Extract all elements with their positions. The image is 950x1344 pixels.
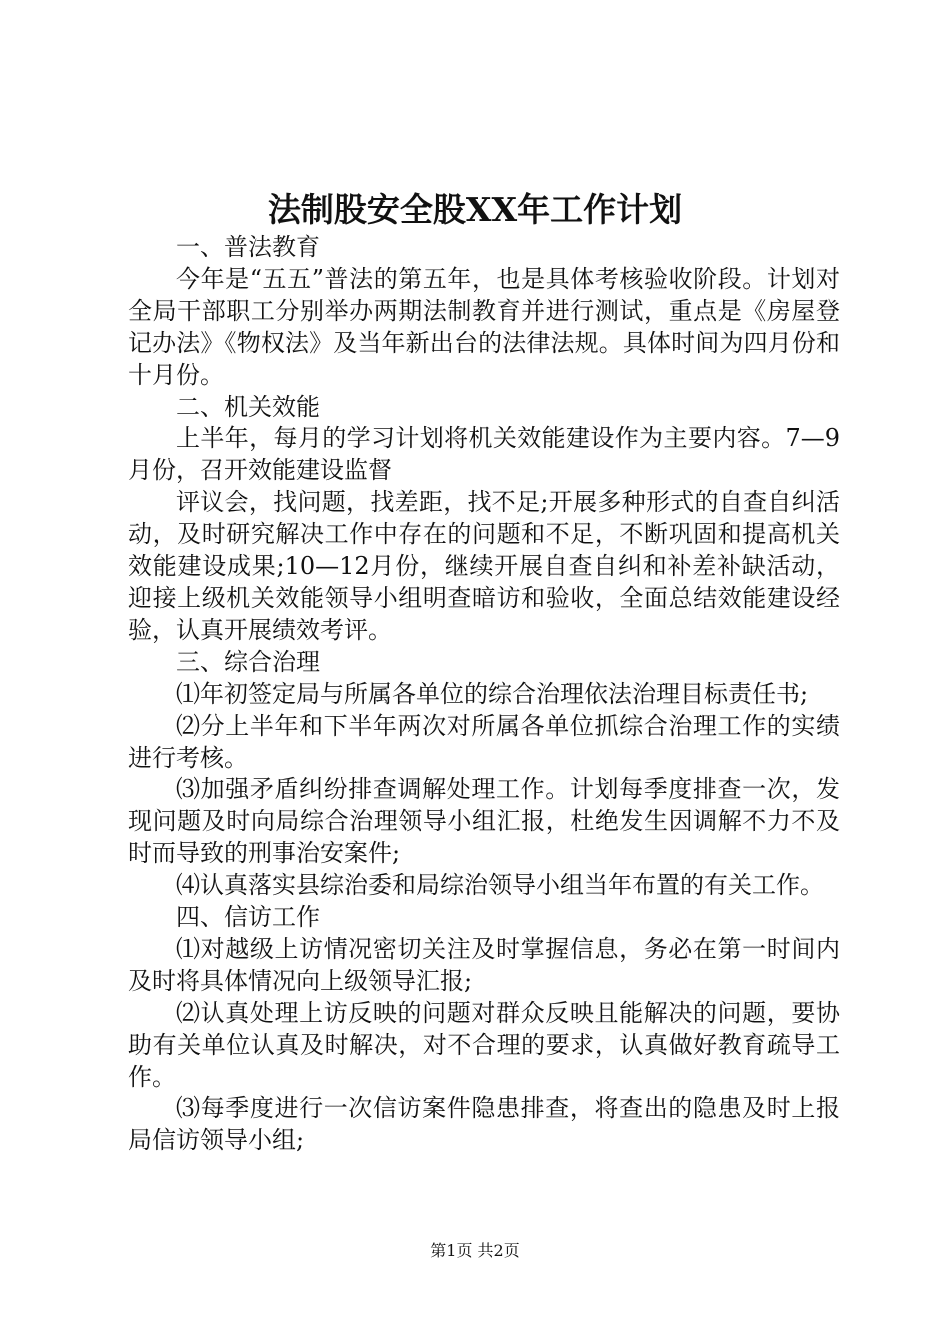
section-heading: 四、信访工作 xyxy=(176,903,320,932)
list-item: ⑶每季度进行一次信访案件隐患排查，将查出的隐患及时上报局信访领导小组; xyxy=(128,1094,840,1155)
list-item: ⑴年初签定局与所属各单位的综合治理依法治理目标责任书; xyxy=(176,679,809,708)
document-body xyxy=(128,232,840,1157)
page-footer: 第1页 共2页 xyxy=(430,1241,520,1260)
list-item: ⑴对越级上访情况密切关注及时掌握信息，务必在第一时间内及时将具体情况向上级领导汇报; xyxy=(128,934,840,995)
document-title: 法制股安全股XX年工作计划 xyxy=(267,190,683,229)
list-item: ⑵分上半年和下半年两次对所属各单位抓综合治理工作的实绩进行考核。 xyxy=(128,711,840,772)
list-item: ⑵认真处理上访反映的问题对群众反映且能解决的问题，要协助有关单位认真及时解决，对不合理的要求，认真做好教育疏导工作。 xyxy=(128,998,840,1091)
list-item: ⑶加强矛盾纠纷排查调解处理工作。计划每季度排查一次，发现问题及时向局综合治理领导小组汇报，杜绝发生因调解不力不及时而导致的刑事治安案件; xyxy=(128,775,840,868)
list-item: ⑷认真落实县综治委和局综治领导小组当年布置的有关工作。 xyxy=(176,871,824,900)
paragraph: 上半年，每月的学习计划将机关效能建设作为主要内容。7—9月份，召开效能建设监督 xyxy=(128,424,840,485)
paragraph: 今年是“五五”普法的第五年，也是具体考核验收阶段。计划对全局干部职工分别举办两期法制教育并进行测试，重点是《房屋登记办法》《物权法》及当年新出台的法律法规。具体时间为四月份和十月份。 xyxy=(128,264,840,389)
section-heading: 三、综合治理 xyxy=(176,647,320,676)
paragraph: 评议会，找问题，找差距，找不足;开展多种形式的自查自纠活动，及时研究解决工作中存在的问题和不足，不断巩固和提高机关效能建设成果;10—12月份，继续开展自查自纠和补差补缺活动，迎接上级机关效能领导小组明查暗访和验收，全面总结效能建设经验，认真开展绩效考评。 xyxy=(128,488,840,644)
section-heading: 二、机关效能 xyxy=(176,392,320,421)
section-heading: 一、普法教育 xyxy=(176,233,320,261)
